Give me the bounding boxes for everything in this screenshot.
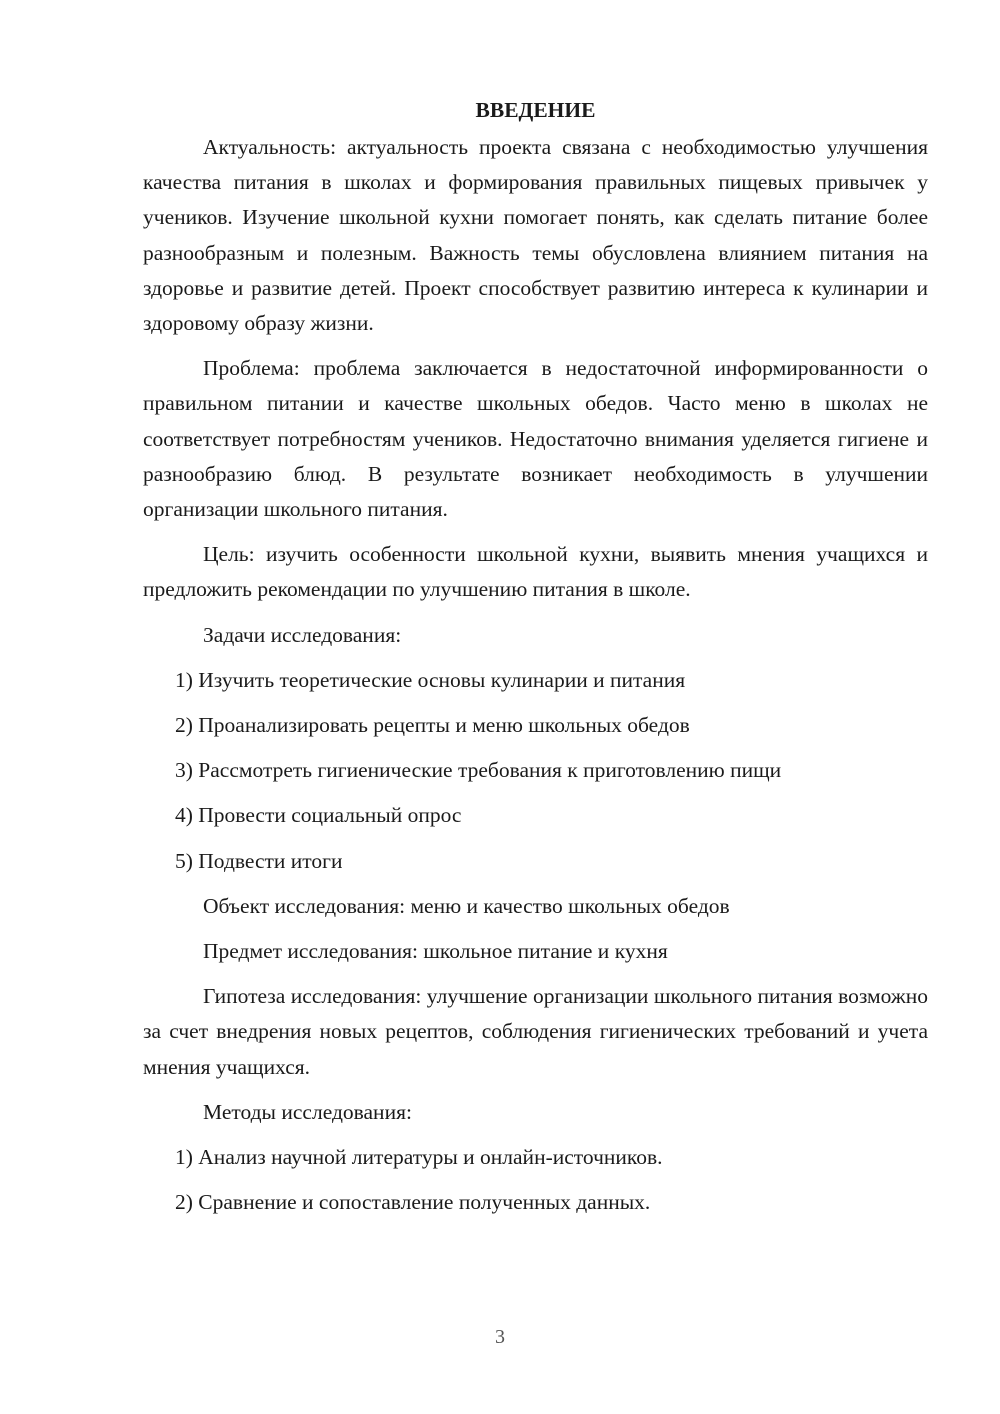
problem-paragraph: Проблема: проблема заключается в недостаточной информированности о правильном питании и качестве школьных обедов. Часто меню в школах не соответствует потребностям учеников. Недостаточно внимания уделяется гигиене и разнообразию блюд. В результате возникает необходимость в улучшении организации школьного питания. <box>143 356 928 522</box>
task-item: 2) Проанализировать рецепты и меню школьных обедов <box>175 713 690 738</box>
task-item: 4) Провести социальный опрос <box>175 803 462 828</box>
document-page <box>143 92 928 1230</box>
goal-paragraph: Цель: изучить особенности школьной кухни, выявить мнения учащихся и предложить рекомендации по улучшению питания в школе. <box>143 542 928 602</box>
hypothesis-paragraph: Гипотеза исследования: улучшение организации школьного питания возможно за счет внедрения новых рецептов, соблюдения гигиенических требований и учета мнения учащихся. <box>143 984 928 1079</box>
task-item: 5) Подвести итоги <box>175 848 343 873</box>
section-heading: ВВЕДЕНИЕ <box>475 98 596 122</box>
method-item: 1) Анализ научной литературы и онлайн-источников. <box>175 1145 663 1170</box>
method-item: 2) Сравнение и сопоставление полученных данных. <box>175 1190 651 1215</box>
task-item: 1) Изучить теоретические основы кулинарии и питания <box>175 667 686 692</box>
methods-label: Методы исследования: <box>203 1099 412 1124</box>
page-number: 3 <box>495 1326 505 1348</box>
research-subject: Предмет исследования: школьное питание и кухня <box>203 939 668 964</box>
relevance-paragraph: Актуальность: актуальность проекта связана с необходимостью улучшения качества питания в школах и формирования правильных пищевых привычек у учеников. Изучение школьной кухни помогает понять, как сделать питание более разнообразным и полезным. Важность темы обусловлена влиянием питания на здоровье и развитие детей. Проект способствует развитию интереса к кулинарии и здоровому образу жизни. <box>143 135 928 336</box>
tasks-label: Задачи исследования: <box>203 622 402 647</box>
task-item: 3) Рассмотреть гигиенические требования к приготовлению пищи <box>175 758 782 783</box>
research-object: Объект исследования: меню и качество школьных обедов <box>203 893 730 918</box>
